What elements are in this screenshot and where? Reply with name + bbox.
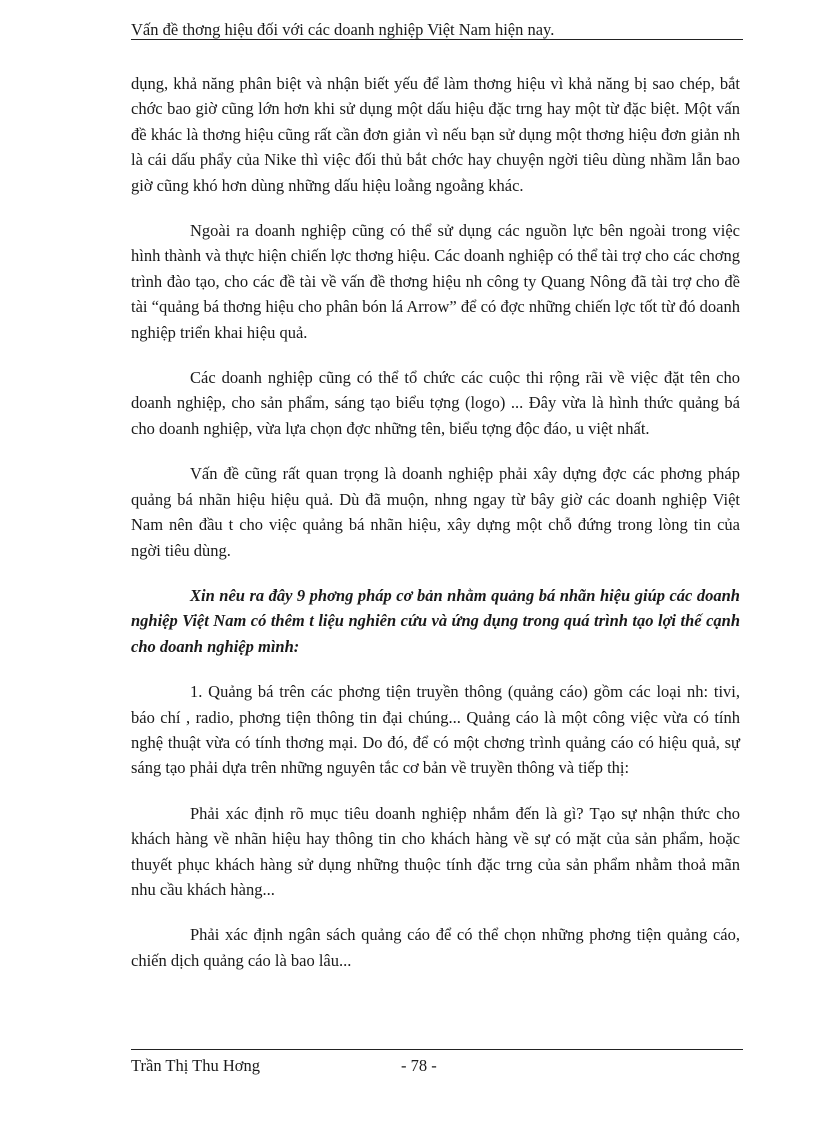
paragraph-method-1-advertising: 1. Quảng bá trên các phơng tiện truyền thông (quảng cáo) gồm các loại nh: tivi, báo chí , radio, phơng tiện thông tin đại chúng... Quảng cáo là một công việc vừa có tính nghệ thuật vừa có tính thơng mại. Do đó, để có một chơng trình quảng cáo có hiệu quả, sự sáng tạo phải dựa trên những nguyên tắc cơ bản về truyền thông và tiếp thị: bbox=[131, 682, 740, 778]
paragraph-external-resources: Ngoài ra doanh nghiệp cũng có thể sử dụng các nguồn lực bên ngoài trong việc hình thành và thực hiện chiến lợc thơng hiệu. Các doanh nghiệp có thể tài trợ cho các chơng trình đào tạo, cho các đề tài về vấn đề thơng hiệu nh công ty Quang Nông đã tài trợ cho đề tài “quảng bá thơng hiệu cho phân bón lá Arrow” để có đợc những chiến lợc tốt từ đó doanh nghiệp triển khai hiệu quả. bbox=[131, 221, 740, 342]
header-rule bbox=[131, 39, 743, 40]
running-header: Vấn đề thơng hiệu đối với các doanh nghiệp Việt Nam hiện nay. bbox=[131, 20, 555, 39]
paragraph-branding-methods: Vấn đề cũng rất quan trọng là doanh nghiệp phải xây dựng đợc các phơng pháp quảng bá nhãn hiệu hiệu quả. Dù đã muộn, nhng ngay từ bây giờ các doanh nghiệp Việt Nam nên đầu t cho việc quảng bá nhãn hiệu, xây dựng một chỗ đứng trong lòng tin của ngời tiêu dùng. bbox=[131, 464, 740, 560]
paragraph-define-budget: Phải xác định ngân sách quảng cáo để có thể chọn những phơng tiện quảng cáo, chiến dịch quảng cáo là bao lâu... bbox=[131, 925, 740, 970]
page-number: - 78 - bbox=[401, 1056, 437, 1075]
paragraph-naming-contests: Các doanh nghiệp cũng có thể tổ chức các cuộc thi rộng rãi về việc đặt tên cho doanh nghiệp, cho sản phẩm, sáng tạo biểu tợng (logo) ... Đây vừa là hình thức quảng bá cho doanh nghiệp, vừa lựa chọn đợc những tên, biểu tợng độc đáo, u việt nhất. bbox=[131, 368, 740, 438]
body-text bbox=[131, 71, 740, 973]
footer-rule bbox=[131, 1049, 743, 1050]
paragraph-continuation: dụng, khả năng phân biệt và nhận biết yếu để làm thơng hiệu vì khả năng bị sao chép, bắt chớc bao giờ cũng lớn hơn khi sử dụng một dấu hiệu đặc trng hay một từ đặc biệt. Một vấn đề khác là thơng hiệu cũng rất cần đơn giản vì nếu bạn sử dụng một thơng hiệu đơn giản nh là cái dấu phẩy của Nike thì việc đối thủ bắt chớc hay chuyện ngời tiêu dùng nhầm lẫn bao giờ cũng khó hơn dùng những dấu hiệu loằng ngoằng khác. bbox=[131, 74, 740, 195]
paragraph-nine-methods-intro: Xin nêu ra đây 9 phơng pháp cơ bản nhằm quảng bá nhãn hiệu giúp các doanh nghiệp Việt Nam có thêm t liệu nghiên cứu và ứng dụng trong quá trình tạo lợi thế cạnh cho doanh nghiệp mình: bbox=[131, 585, 740, 656]
footer-author: Trần Thị Thu Hơng bbox=[131, 1056, 260, 1075]
paragraph-define-objective: Phải xác định rõ mục tiêu doanh nghiệp nhắm đến là gì? Tạo sự nhận thức cho khách hàng về nhãn hiệu hay thông tin cho khách hàng về sự có mặt của sản phẩm, hoặc thuyết phục khách hàng sử dụng những thuộc tính đặc trng của sản phẩm nhằm thoả mãn nhu cầu khách hàng... bbox=[131, 803, 740, 899]
